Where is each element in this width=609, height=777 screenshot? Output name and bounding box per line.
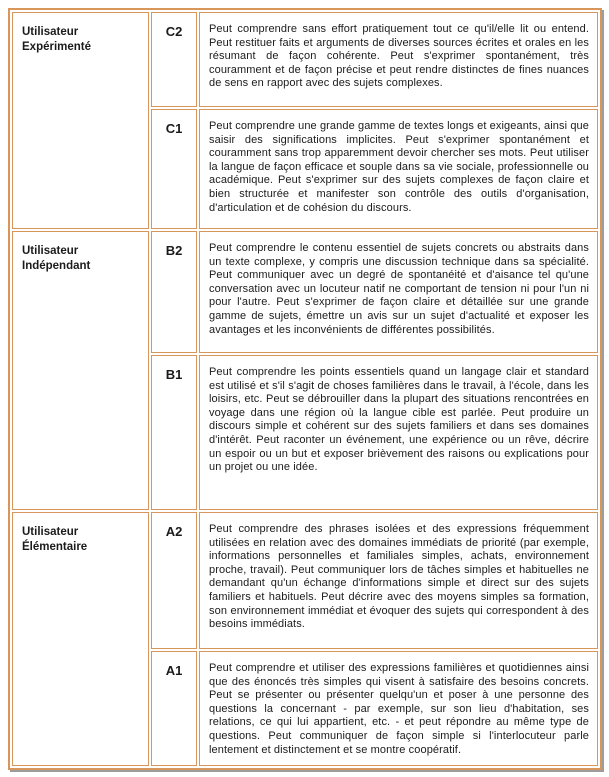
- level-cell-b2: B2: [151, 231, 197, 353]
- table-row: [12, 512, 598, 649]
- level-cell-c2: C2: [151, 12, 197, 107]
- table-row: [12, 231, 598, 353]
- description-cell-b2: Peut comprendre le contenu essentiel de sujets concrets ou abstraits dans un texte complexe, y compris une discussion technique dans sa spécialité. Peut communiquer avec un degré de spontanéité et d'aisance tel qu'une conversation avec un locuteur natif ne comportant de tension ni pour l'un ni pour l'autre. Peut s'exprimer de façon claire et détaillée sur une grande gamme de sujets, émettre un avis sur un sujet d'actualité et exposer les avantages et les inconvénients de différentes possibilités.: [199, 231, 598, 353]
- description-cell-a2: Peut comprendre des phrases isolées et des expressions fréquemment utilisées en relation avec des domaines immédiats de priorité (par exemple, informations personnelles et familiales simples, achats, environnement proche, travail). Peut communiquer lors de tâches simples et habituelles ne demandant qu'un échange d'informations simple et direct sur des sujets familiers et habituels. Peut décrire avec des moyens simples sa formation, son environnement immédiat et évoquer des sujets qui correspondent à des besoins immédiats.: [199, 512, 598, 649]
- description-cell-b1: Peut comprendre les points essentiels quand un langage clair et standard est utilisé et s'il s'agit de choses familières dans le travail, à l'école, dans les loisirs, etc. Peut se débrouiller dans la plupart des situations rencontrées en voyage dans une région où la langue cible est parlée. Peut produire un discours simple et cohérent sur des sujets familiers et dans ses domaines d'intérêt. Peut raconter un événement, une expérience ou un rêve, décrire un espoir ou un but et exposer brièvement des raisons ou explications pour un projet ou une idée.: [199, 355, 598, 510]
- level-cell-b1: B1: [151, 355, 197, 510]
- level-cell-a2: A2: [151, 512, 197, 649]
- table-row: [12, 12, 598, 107]
- description-cell-c2: Peut comprendre sans effort pratiquement tout ce qu'il/elle lit ou entend. Peut restituer faits et arguments de diverses sources écrites et orales en les résumant de façon cohérente. Peut s'exprimer spontanément, très couramment et de façon précise et peut rendre distinctes de fines nuances de sens en rapport avec des sujets complexes.: [199, 12, 598, 107]
- category-cell-elementaire: Utilisateur Élémentaire: [12, 512, 149, 766]
- level-cell-a1: A1: [151, 651, 197, 766]
- category-cell-independant: Utilisateur Indépendant: [12, 231, 149, 510]
- description-cell-a1: Peut comprendre et utiliser des expressions familières et quotidiennes ainsi que des énoncés très simples qui visent à satisfaire des besoins concrets. Peut se présenter ou présenter quelqu'un et poser à une personne des questions la concernant - par exemple, sur son lieu d'habitation, ses relations, ce qui lui appartient, etc. - et peut répondre au même type de questions. Peut communiquer de façon simple si l'interlocuteur parle lentement et distinctement et se montre coopératif.: [199, 651, 598, 766]
- level-cell-c1: C1: [151, 109, 197, 229]
- description-cell-c1: Peut comprendre une grande gamme de textes longs et exigeants, ainsi que saisir des significations implicites. Peut s'exprimer spontanément et couramment sans trop apparemment devoir chercher ses mots. Peut utiliser la langue de façon efficace et souple dans sa vie sociale, professionnelle ou académique. Peut s'exprimer sur des sujets complexes de façon claire et bien structurée et manifester son contrôle des outils d'organisation, d'articulation et de cohésion du discours.: [199, 109, 598, 229]
- cefr-levels-table: [8, 8, 602, 770]
- category-cell-experimente: Utilisateur Expérimenté: [12, 12, 149, 229]
